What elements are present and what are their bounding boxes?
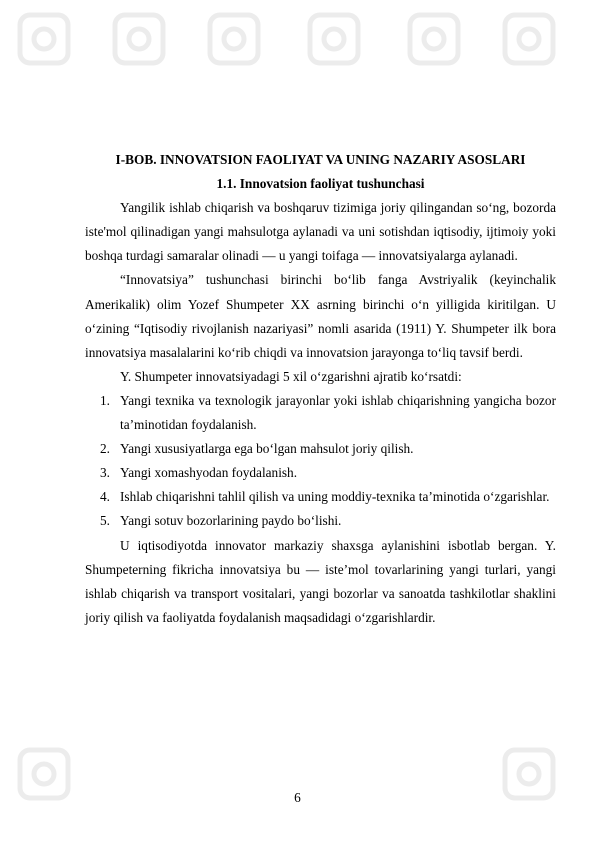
watermark-logo — [210, 15, 258, 63]
list-item — [85, 461, 556, 485]
list-item — [85, 437, 556, 461]
watermark-logo — [505, 15, 553, 63]
list-text: Yangi sotuv bozorlarining paydo bo‘lishi. — [120, 513, 342, 529]
section-title: 1.1. Innovatsion faoliyat tushunchasi — [216, 176, 425, 192]
list-number: 5. — [100, 513, 110, 529]
closing-paragraph: U iqtisodiyotda innovator markaziy shaxsga aylanishini isbotlab bergan. Y. Shumpeterning fikricha innovatsiya bu — iste’mol tovarlarining yangi turlari, yangi ishlab chiqarish va transport vositalari, yangi bozorlar va sanoatda tashkilotlar shaklini joriy qilish va faoliyatda foydalanish maqsadidagi o‘zgarishlardir. — [85, 537, 556, 625]
watermark-logo — [115, 15, 163, 63]
watermark-logo — [310, 15, 358, 63]
list-item — [85, 509, 556, 533]
list-number: 4. — [100, 489, 110, 505]
list-text: Yangi texnika va texnologik jarayonlar yoki ishlab chiqarishning yangicha bozor ta’minotidan foydalanish. — [120, 392, 556, 433]
watermark-logo — [410, 15, 458, 63]
chapter-title: I-BOB. INNOVATSION FAOLIYAT VA UNING NAZARIY ASOSLARI — [115, 152, 526, 167]
list-item — [85, 485, 556, 509]
list-item — [85, 389, 556, 437]
numbered-list — [85, 389, 556, 534]
watermark-logo — [20, 15, 68, 63]
list-text: Ishlab chiqarishni tahlil qilish va uning moddiy-texnika ta’minotida o‘zgarishlar. — [120, 489, 550, 505]
list-number: 1. — [100, 392, 110, 408]
page-number: 6 — [294, 790, 301, 805]
list-number: 2. — [100, 441, 110, 457]
page-body — [85, 148, 556, 630]
paragraph-3: Y. Shumpeter innovatsiyadagi 5 xil o‘zgarishni ajratib ko‘rsatdi: — [120, 368, 462, 384]
list-number: 3. — [100, 465, 110, 481]
paragraph-2: “Innovatsiya” tushunchasi birinchi bo‘lib fanga Avstriyalik (keyinchalik Amerikalik) olim Yozef Shumpeter XX asrning birinchi o‘n yilligida kiritilgan. U o‘zining “Iqtisodiy rivojlanish nazariyasi” nomli asarida (1911) Y. Shumpeter ilk bora innovatsiya masalalarini ko‘rib chiqdi va innovatsion jarayonga to‘liq tavsif berdi. — [85, 272, 556, 360]
list-text: Yangi xomashyodan foydalanish. — [120, 465, 298, 481]
paragraph-1: Yangilik ishlab chiqarish va boshqaruv tizimiga joriy qilingandan so‘ng, bozorda iste'mol qilinadigan yangi mahsulotga aylanadi va uni sotishdan iqtisodiy, ijtimoiy yoki boshqa turdagi samaralar olinadi — u yangi toifaga — innovatsiyalarga aylanadi. — [85, 200, 556, 264]
list-text: Yangi xususiyatlarga ega bo‘lgan mahsulot joriy qilish. — [120, 441, 414, 457]
